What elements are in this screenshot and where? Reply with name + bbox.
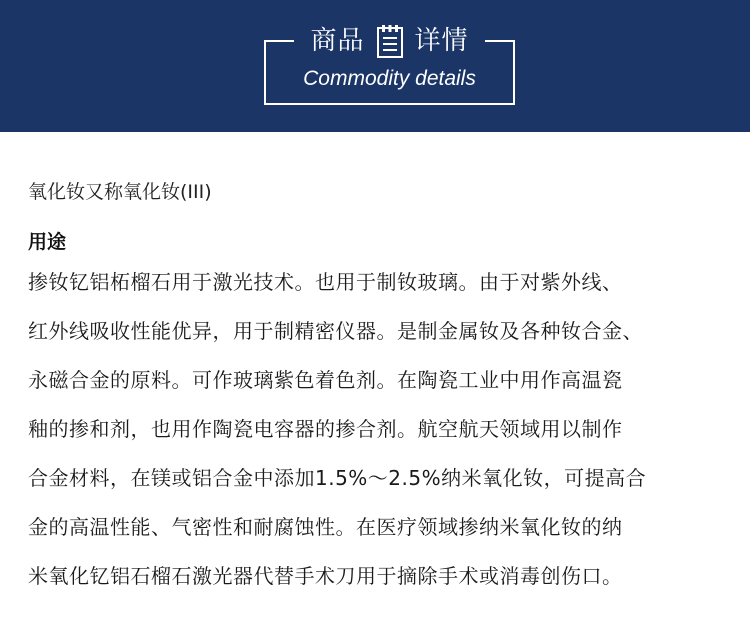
header-subtitle: Commodity details xyxy=(303,67,476,90)
document-icon xyxy=(375,23,405,59)
usage-paragraph xyxy=(28,266,728,609)
paragraph-line: 红外线吸收性能优异，用于制精密仪器。是制金属钕及各种钕合金、 xyxy=(28,319,643,343)
paragraph-line: 掺钕钇铝柘榴石用于激光技术。也用于制钕玻璃。由于对紫外线、 xyxy=(28,270,623,294)
intro-text: 氧化钕又称氧化钕(III) xyxy=(28,181,212,203)
paragraph-line: 合金材料，在镁或铝合金中添加1.5%～2.5%纳米氧化钕，可提高合 xyxy=(28,466,647,490)
usage-heading: 用途 xyxy=(28,231,67,253)
header-title-row xyxy=(264,20,515,62)
paragraph-line: 永磁合金的原料。可作玻璃紫色着色剂。在陶瓷工业中用作高温瓷 xyxy=(28,368,623,392)
header-title-right: 详情 xyxy=(414,26,469,56)
paragraph-line: 金的高温性能、气密性和耐腐蚀性。在医疗领域掺纳米氧化钕的纳 xyxy=(28,515,623,539)
paragraph-line: 米氧化钇铝石榴石激光器代替手术刀用于摘除手术或消毒创伤口。 xyxy=(28,564,623,588)
header-title-left: 商品 xyxy=(310,26,365,56)
product-description xyxy=(28,176,728,609)
paragraph-line: 釉的掺和剂，也用作陶瓷电容器的掺合剂。航空航天领域用以制作 xyxy=(28,417,623,441)
